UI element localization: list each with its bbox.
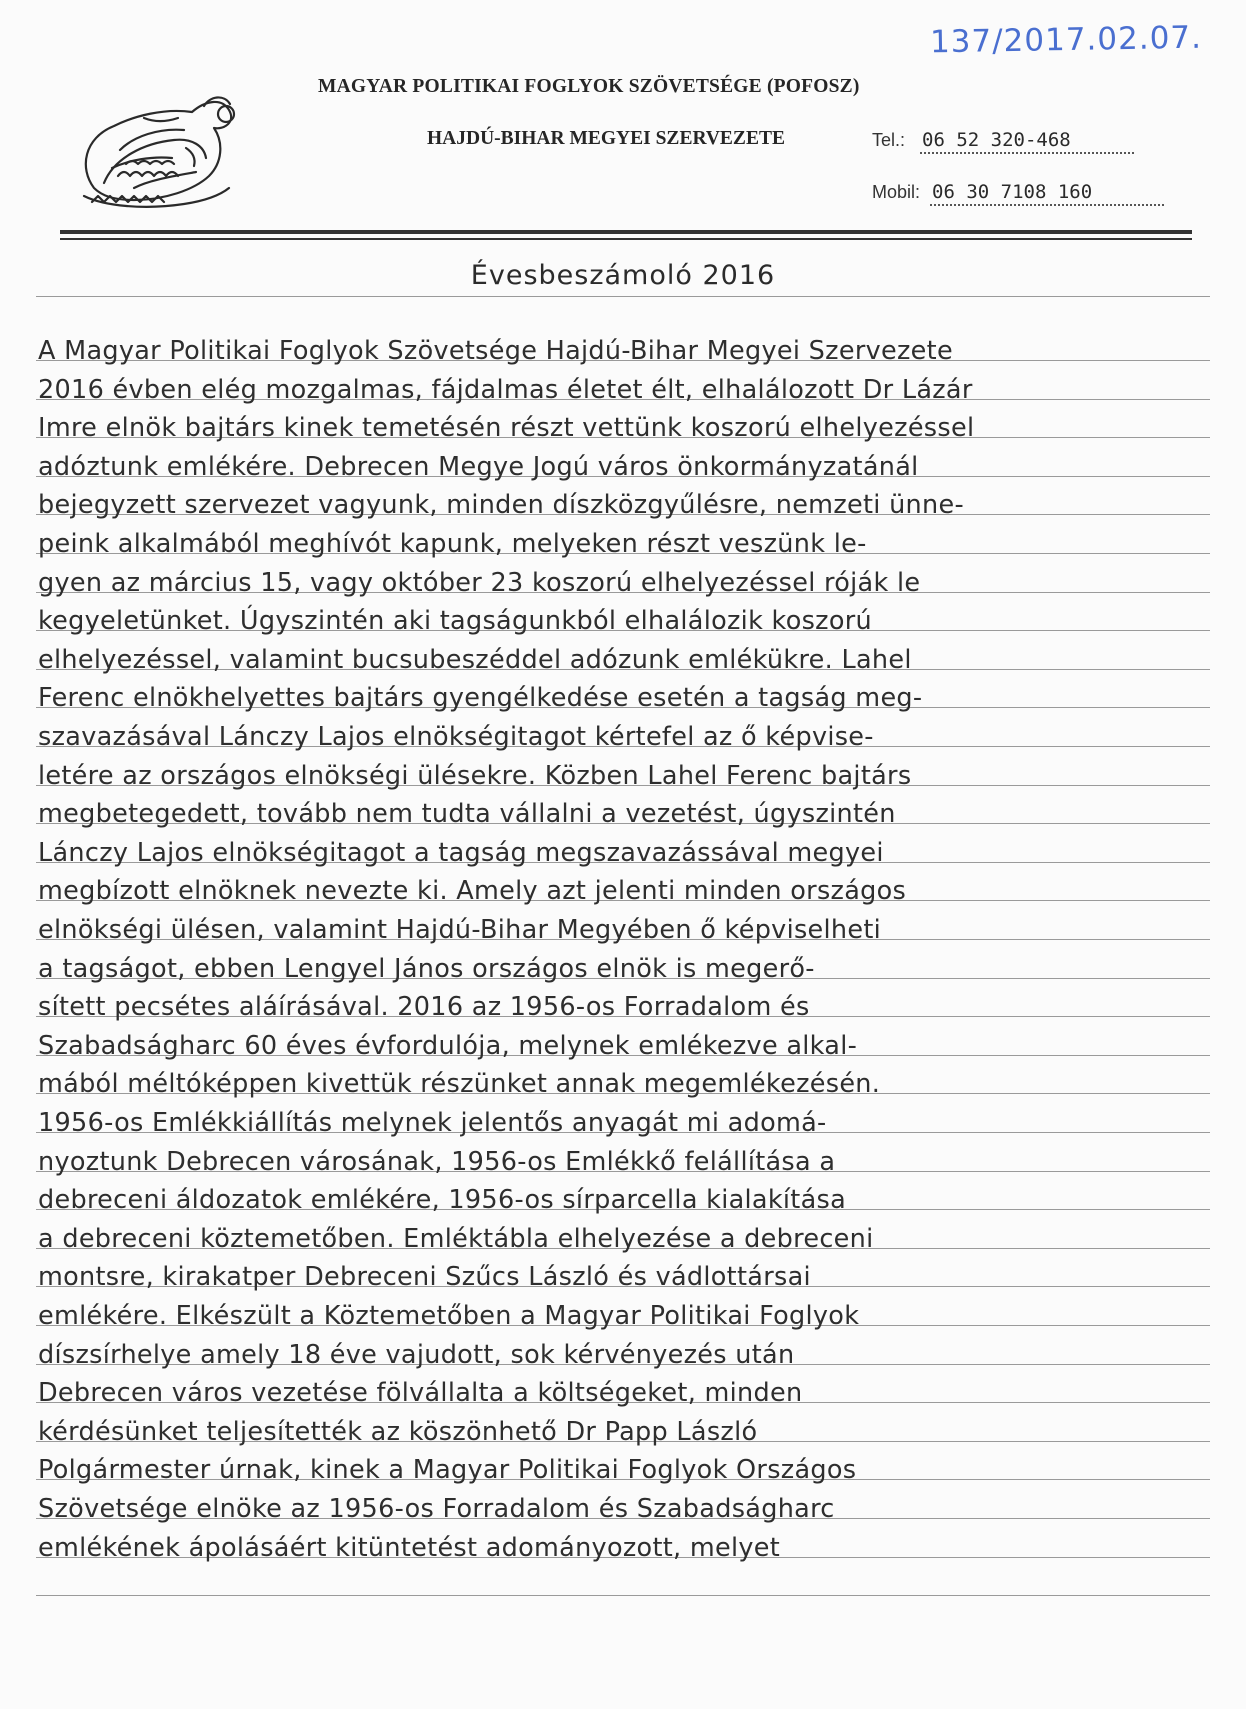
body-line-text: emlékének ápolásáért kitüntetést adományozott, melyet	[38, 1532, 781, 1563]
header-divider-thin	[60, 238, 1192, 240]
body-line-text: kérdésünket teljesítették az köszönhető Dr Papp László	[38, 1416, 758, 1447]
body-line-text: A Magyar Politikai Foglyok Szövetsége Hajdú-Bihar Megyei Szervezete	[38, 336, 953, 366]
body-line	[38, 448, 1208, 486]
organization-name: MAGYAR POLITIKAI FOGLYOK SZÖVETSÉGE (POFOSZ)	[318, 76, 860, 97]
ruled-line	[36, 296, 1210, 297]
body-line	[38, 1451, 1208, 1489]
body-line	[38, 679, 1208, 717]
body-line	[38, 1336, 1208, 1374]
body-line	[38, 1490, 1208, 1528]
tel-label: Tel.:	[872, 130, 906, 150]
body-line-text: sített pecsétes aláírásával. 2016 az 1956-os Forradalom és	[38, 992, 810, 1023]
body-line	[38, 1104, 1208, 1142]
body-line	[38, 1413, 1208, 1451]
body-line	[38, 834, 1208, 872]
body-line-text: Debrecen város vezetése fölvállalta a költségeket, minden	[38, 1378, 803, 1409]
ruled-line	[36, 1595, 1210, 1596]
body-line-text: 1956-os Emlékkiállítás melynek jelentős anyagát mi adomá-	[38, 1108, 827, 1138]
mobil-value: 06 30 7108 160	[930, 180, 1164, 206]
body-line-text: bejegyzett szervezet vagyunk, minden díszközgyűlésre, nemzeti ünne-	[38, 490, 964, 521]
body-line-text: elnökségi ülésen, valamint Hajdú-Bihar Megyében ő képviselheti	[38, 915, 882, 945]
body-line	[38, 641, 1208, 679]
body-line	[38, 757, 1208, 795]
body-line	[38, 1297, 1208, 1335]
report-title: Évesbeszámoló 2016	[470, 260, 776, 291]
body-line-text: emlékére. Elkészült a Köztemetőben a Magyar Politikai Foglyok	[38, 1301, 860, 1331]
body-line	[38, 872, 1208, 910]
body-line-text: montsre, kirakatper Debreceni Szűcs László és vádlottársai	[38, 1262, 811, 1293]
body-line	[38, 1258, 1208, 1296]
body-line-text: Lánczy Lajos elnökségitagot a tagság megszavazássával megyei	[38, 837, 884, 868]
body-line	[38, 1065, 1208, 1103]
organization-county-unit: HAJDÚ-BIHAR MEGYEI SZERVEZETE	[427, 128, 785, 149]
body-line-text: 2016 évben elég mozgalmas, fájdalmas életet élt, elhalálozott Dr Lázár	[38, 374, 973, 405]
body-line	[38, 409, 1208, 447]
body-line-text: Szövetsége elnöke az 1956-os Forradalom és Szabadságharc	[38, 1494, 835, 1524]
body-line	[38, 950, 1208, 988]
body-line-text: szavazásával Lánczy Lajos elnökségitagot kértefel az ő képvise-	[38, 722, 874, 752]
body-line	[38, 988, 1208, 1026]
body-line	[38, 911, 1208, 949]
body-line	[38, 1143, 1208, 1181]
body-line	[38, 1027, 1208, 1065]
body-line	[38, 1181, 1208, 1219]
body-line-text: díszsírhelye amely 18 éve vajudott, sok kérvényezés után	[38, 1339, 795, 1370]
body-line	[38, 718, 1208, 756]
registration-stamp: 137/2017.02.07.	[929, 19, 1203, 61]
body-line-text: a tagságot, ebben Lengyel János országos elnök is megerő-	[38, 953, 815, 984]
body-line	[38, 1220, 1208, 1258]
body-line	[38, 371, 1208, 409]
tel-value: 06 52 320-468	[920, 128, 1134, 154]
body-line	[38, 525, 1208, 563]
body-line-text: Polgármester úrnak, kinek a Magyar Politikai Foglyok Országos	[38, 1455, 857, 1486]
body-line-text: adóztunk emlékére. Debrecen Megye Jogú város önkormányzatánál	[38, 451, 919, 482]
body-line-text: peink alkalmából meghívót kapunk, melyeken részt veszünk le-	[38, 529, 867, 559]
header-divider-thick	[60, 230, 1192, 234]
body-line-text: letére az országos elnökségi ülésekre. Közben Lahel Ferenc bajtárs	[38, 760, 912, 791]
body-line-text: elhelyezéssel, valamint bucsubeszéddel adózunk emlékükre. Lahel	[38, 644, 912, 675]
body-line	[38, 1529, 1208, 1567]
body-line	[38, 1374, 1208, 1412]
body-line	[38, 564, 1208, 602]
body-line-text: kegyeletünket. Úgyszintén aki tagságunkból elhalálozik koszorú	[38, 606, 873, 637]
body-line-text: Szabadságharc 60 éves évfordulója, melynek emlékezve alkal-	[38, 1030, 858, 1061]
body-line	[38, 332, 1208, 370]
body-line-text: Imre elnök bajtárs kinek temetésén részt vettünk koszorú elhelyezéssel	[38, 413, 975, 444]
body-line-text: megbízott elnöknek nevezte ki. Amely azt jelenti minden országos	[38, 876, 907, 907]
body-line-text: mából méltóképpen kivettük részünket annak megemlékezésén.	[38, 1069, 881, 1100]
body-line-text: gyen az március 15, vagy október 23 koszorú elhelyezéssel róják le	[38, 567, 921, 598]
body-line-text: a debreceni köztemetőben. Emléktábla elhelyezése a debreceni	[38, 1223, 874, 1254]
body-line-text: nyoztunk Debrecen városának, 1956-os Emlékkő felállítása a	[38, 1146, 836, 1177]
body-line	[38, 602, 1208, 640]
pofosz-logo	[74, 88, 240, 214]
body-line	[38, 486, 1208, 524]
body-line-text: Ferenc elnökhelyettes bajtárs gyengélkedése esetén a tagság meg-	[38, 683, 923, 714]
mobil-label: Mobil:	[872, 182, 921, 202]
body-line-text: debreceni áldozatok emlékére, 1956-os sírparcella kialakítása	[38, 1185, 847, 1216]
body-line	[38, 795, 1208, 833]
body-line-text: megbetegedett, tovább nem tudta vállalni a vezetést, úgyszintén	[38, 799, 896, 830]
